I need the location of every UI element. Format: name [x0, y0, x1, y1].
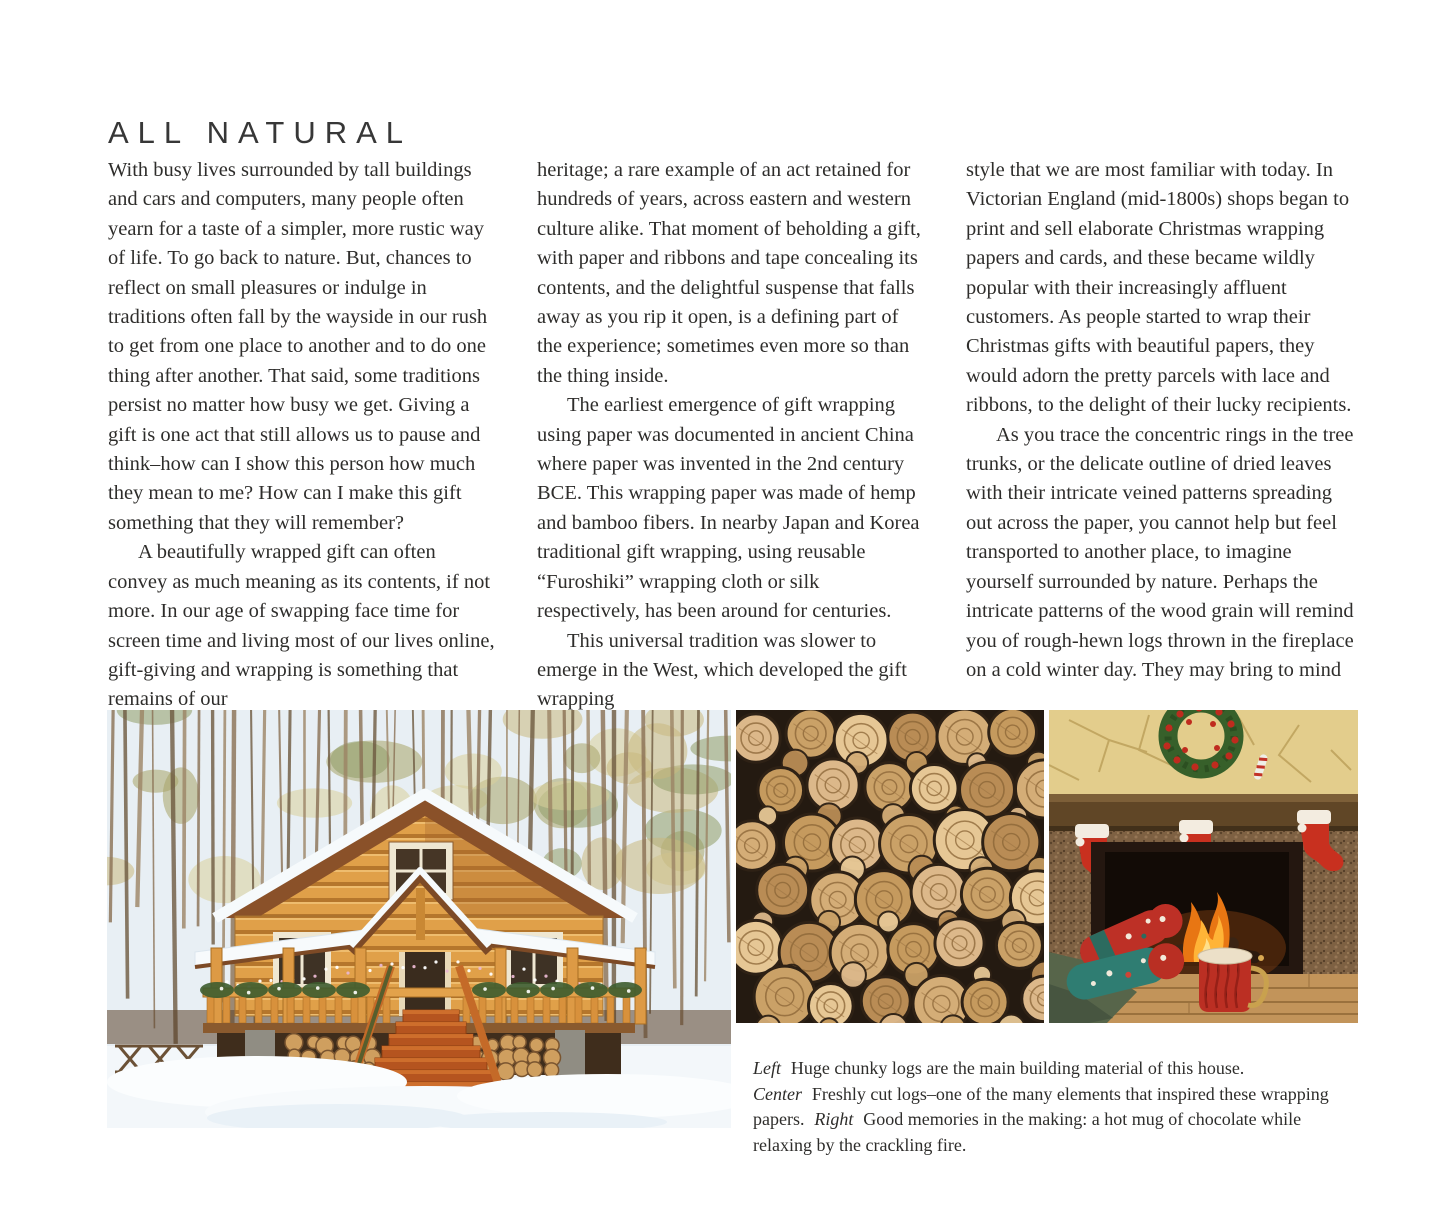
caption-label-center: Center: [753, 1083, 802, 1104]
fireplace-photo-illustration: [1049, 710, 1358, 1023]
paragraph: This universal tradition was slower to emerge in the West, which developed the gift wrapping: [537, 629, 907, 711]
photo-caption: [753, 1056, 1353, 1158]
cabin-photo-illustration: [107, 710, 731, 1128]
paragraph: The earliest emergence of gift wrapping using paper was documented in ancient China where paper was invented in the 2nd century BCE. This wrapping paper was made of hemp and bamboo fibers. In nearby Japan and Korea traditional gift wrapping, using reusable “Furoshiki” wrapping cloth or silk respectively, has been around for centuries.: [537, 394, 920, 623]
text-column-2: [537, 156, 927, 715]
caption-label-right: Right: [814, 1109, 854, 1129]
paragraph: With busy lives surrounded by tall buildings and cars and computers, many people often yearn for a taste of a simpler, more rustic way of life. To go back to nature. But, chances to reflect on small pleasures or indulge in traditions often fall by the wayside in our rush to get from one place to another and to do one thing after another. That said, some traditions persist no matter how busy we get. Giving a gift is one act that still allows us to pause and think–how can I show this person how much they mean to me? How can I make this gift something that they will remember?: [108, 159, 488, 534]
mantel-top: [1049, 794, 1358, 802]
woodpile-photo-illustration: [736, 710, 1044, 1023]
paragraph: style that we are most familiar with today. In Victorian England (mid-1800s) shops began to print and sell elaborate Christmas wrapping papers and cards, and these became wildly popular with their increasingly affluent customers. As people started to wrap their Christmas gifts with beautiful papers, they would adorn the pretty parcels with lace and ribbons, to the delight of their lucky recipients.: [966, 159, 1352, 417]
photo-log-cabin: [107, 710, 731, 1128]
photo-log-stack: [736, 710, 1044, 1023]
caption-text: Good memories in the making: a hot mug of chocolate while relaxing by the crackling fire.: [753, 1109, 1302, 1155]
photo-fireplace: [1049, 710, 1358, 1023]
text-column-1: [108, 156, 498, 715]
caption-label-left: Left: [753, 1058, 782, 1078]
paragraph: As you trace the concentric rings in the tree trunks, or the delicate outline of dried leaves with their intricate veined patterns spreading out across the paper, you cannot help but feel transported to another place, to imagine yourself surrounded by nature. Perhaps the intricate patterns of the wood grain will remind you of rough-hewn logs thrown in the fireplace on a cold winter day. They may bring to mind: [966, 423, 1354, 681]
caption-text: Freshly cut logs–one of the many elements that inspired these wrapping papers.: [753, 1083, 1329, 1129]
paragraph: heritage; a rare example of an act retained for hundreds of years, across eastern and western culture alike. That moment of beholding a gift, with paper and ribbons and tape concealing its contents, and the delightful suspense that falls away as you rip it open, is a defining part of the experience; sometimes even more so than the thing inside.: [537, 159, 921, 387]
paragraph: A beautifully wrapped gift can often convey as much meaning as its contents, if not more. In our age of swapping face time for screen time and living most of our lives online, gift-giving and wrapping is something that remains of our: [108, 541, 495, 711]
caption-text: Huge chunky logs are the main building material of this house.: [790, 1058, 1245, 1078]
text-columns: [108, 156, 1356, 715]
page-title: ALL NATURAL: [108, 114, 413, 150]
text-column-3: [966, 156, 1356, 715]
